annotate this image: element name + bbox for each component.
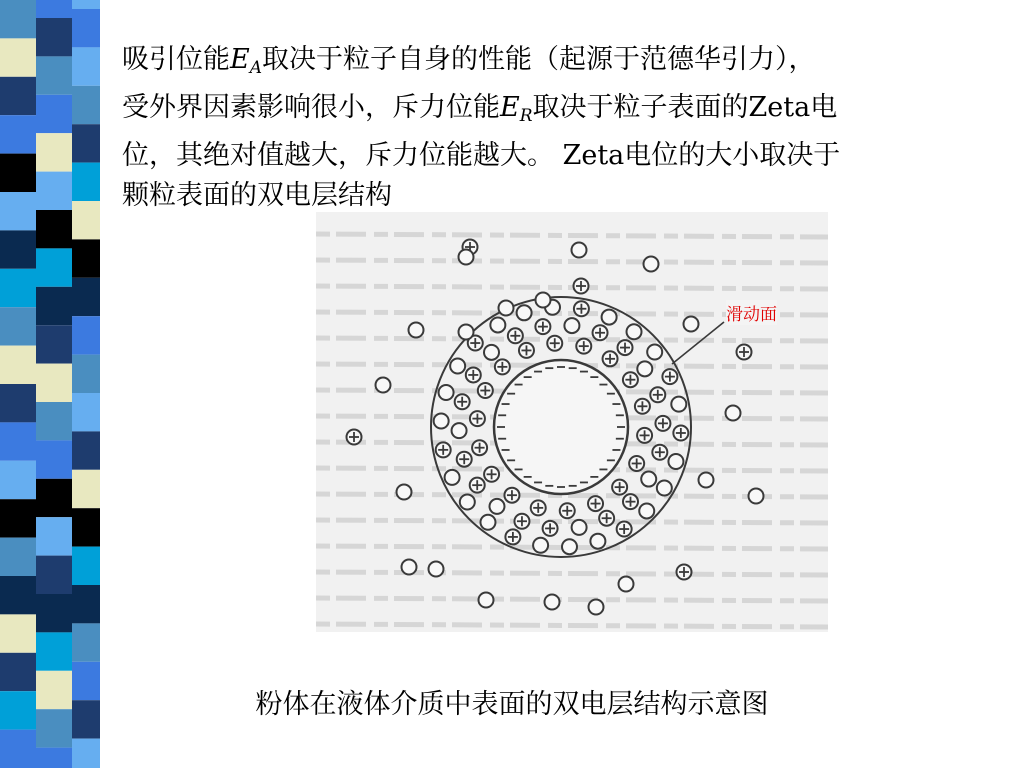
- counter-ion-plus: [635, 399, 650, 414]
- ion-circle: [726, 406, 741, 421]
- sidebar-stripe: [36, 632, 72, 670]
- ion-circle: [572, 520, 587, 535]
- ion-circle: [489, 499, 504, 514]
- sidebar-stripe: [0, 77, 36, 115]
- counter-ion-plus: [662, 369, 677, 384]
- sidebar-stripe: [0, 192, 36, 230]
- counter-ion-plus: [560, 503, 575, 518]
- ion-circle: [684, 317, 699, 332]
- counter-ion-plus: [535, 319, 550, 334]
- ion-circle: [657, 481, 672, 496]
- sidebar-stripe: [72, 0, 100, 9]
- ion-circle: [533, 538, 548, 553]
- ion-circle: [434, 414, 449, 429]
- sidebar-stripe: [0, 307, 36, 345]
- sidebar-stripe: [72, 278, 100, 316]
- sidebar-stripe: [36, 248, 72, 286]
- counter-ion-plus: [484, 467, 499, 482]
- counter-ion-plus: [455, 394, 470, 409]
- sidebar-stripe: [0, 154, 36, 192]
- ion-circle: [637, 361, 652, 376]
- counter-ion-plus: [629, 456, 644, 471]
- sidebar-stripe: [0, 461, 36, 499]
- counter-ion-plus: [673, 425, 688, 440]
- sidebar-stripe: [36, 556, 72, 594]
- sidebar-stripe: [36, 517, 72, 555]
- counter-ion-plus: [599, 511, 614, 526]
- ion-circle: [564, 318, 579, 333]
- sidebar-stripe: [36, 18, 72, 56]
- sidebar-stripe: [0, 730, 36, 768]
- counter-ion-plus: [617, 522, 632, 537]
- sidebar-stripe: [72, 585, 100, 623]
- ion-circle: [450, 358, 465, 373]
- sidebar-stripe: [36, 479, 72, 517]
- sidebar-stripe: [0, 538, 36, 576]
- sidebar-stripe: [72, 623, 100, 661]
- counter-ion-plus: [593, 325, 608, 340]
- ion-circle: [619, 577, 634, 592]
- paragraph-line-3: 位，其绝对值越大，斥力位能越大。 Zeta电位的大小取决于: [122, 140, 841, 171]
- counter-ion-plus: [514, 514, 529, 529]
- paragraph-line-1: 吸引位能$E_A$取决于粒子自身的性能（起源于范德华引力），: [122, 44, 816, 78]
- sidebar-stripe: [72, 163, 100, 201]
- counter-ion-plus: [737, 345, 752, 360]
- counter-ion-plus: [531, 500, 546, 515]
- figure-caption: 粉体在液体介质中表面的双电层结构示意图: [255, 689, 769, 720]
- sidebar-stripe: [72, 124, 100, 162]
- counter-ion-plus: [623, 372, 638, 387]
- counter-ion-plus: [495, 359, 510, 374]
- ion-circle: [376, 378, 391, 393]
- counter-ion-plus: [655, 416, 670, 431]
- counter-ion-plus: [347, 430, 362, 445]
- decorative-stripe-sidebar: [0, 0, 110, 768]
- ion-circle: [459, 250, 474, 265]
- ion-circle: [627, 324, 642, 339]
- sidebar-stripe: [0, 422, 36, 460]
- slip-plane-label: 滑动面: [726, 300, 777, 325]
- counter-ion-plus: [588, 496, 603, 511]
- counter-ion-plus: [623, 494, 638, 509]
- ion-circle: [562, 539, 577, 554]
- sidebar-stripe: [36, 287, 72, 325]
- ion-circle: [589, 600, 604, 615]
- sidebar-stripe: [0, 576, 36, 614]
- counter-ion-plus: [603, 351, 618, 366]
- sidebar-stripe: [36, 402, 72, 440]
- sidebar-stripe: [36, 748, 72, 768]
- sidebar-stripe: [0, 0, 36, 38]
- ion-circle: [397, 485, 412, 500]
- ion-circle: [517, 305, 532, 320]
- sidebar-stripe: [36, 0, 72, 18]
- ion-circle: [460, 494, 475, 509]
- counter-ion-plus: [547, 336, 562, 351]
- sidebar-stripe: [36, 210, 72, 248]
- sidebar-stripe: [72, 316, 100, 354]
- counter-ion-plus: [470, 478, 485, 493]
- sidebar-stripe: [36, 325, 72, 363]
- sidebar-stripe: [72, 393, 100, 431]
- sidebar-stripe: [72, 201, 100, 239]
- sidebar-stripe: [0, 269, 36, 307]
- counter-ion-plus: [472, 440, 487, 455]
- sidebar-stripe: [36, 56, 72, 94]
- sidebar-stripe: [72, 508, 100, 546]
- ion-circle: [409, 323, 424, 338]
- ion-circle: [644, 257, 659, 272]
- sidebar-stripe: [0, 346, 36, 384]
- sidebar-stripe: [72, 86, 100, 124]
- double-layer-diagram: [316, 212, 828, 632]
- ion-circle: [671, 397, 686, 412]
- counter-ion-plus: [543, 521, 558, 536]
- counter-ion-plus: [618, 340, 633, 355]
- ion-circle: [590, 534, 605, 549]
- counter-ion-plus: [478, 383, 493, 398]
- ion-circle: [668, 454, 683, 469]
- ion-circle: [459, 325, 474, 340]
- counter-ion-plus: [508, 328, 523, 343]
- counter-ion-plus: [519, 343, 534, 358]
- sidebar-stripe: [72, 47, 100, 85]
- sidebar-stripe: [72, 355, 100, 393]
- sidebar-stripe: [72, 9, 100, 47]
- sidebar-stripe: [72, 470, 100, 508]
- ion-circle: [480, 515, 495, 530]
- sidebar-stripe: [36, 133, 72, 171]
- ion-circle: [699, 473, 714, 488]
- ion-circle: [536, 293, 551, 308]
- er-symbol: $E_R$: [500, 92, 533, 126]
- counter-ion-plus: [612, 480, 627, 495]
- counter-ion-plus: [457, 452, 472, 467]
- sidebar-stripe: [36, 440, 72, 478]
- main-paragraph: [122, 40, 1012, 216]
- ion-circle: [545, 595, 560, 610]
- counter-ion-plus: [677, 565, 692, 580]
- ion-circle: [749, 489, 764, 504]
- counter-ion-plus: [652, 445, 667, 460]
- sidebar-stripe: [36, 172, 72, 210]
- counter-ion-plus: [504, 488, 519, 503]
- counter-ion-plus: [637, 428, 652, 443]
- ion-circle: [429, 562, 444, 577]
- counter-ion-plus: [574, 279, 589, 294]
- sidebar-stripe: [72, 547, 100, 585]
- sidebar-stripe: [0, 115, 36, 153]
- ion-circle: [479, 593, 494, 608]
- sidebar-stripe: [72, 739, 100, 768]
- counter-ion-plus: [466, 367, 481, 382]
- ea-symbol: $E_A$: [230, 44, 262, 78]
- counter-ion-plus: [650, 387, 665, 402]
- ion-circle: [602, 310, 617, 325]
- double-layer-svg: [316, 212, 828, 632]
- ion-circle: [572, 243, 587, 258]
- counter-ion-plus: [436, 442, 451, 457]
- sidebar-stripe: [36, 95, 72, 133]
- sidebar-stripe: [72, 431, 100, 469]
- sidebar-stripe: [0, 499, 36, 537]
- ion-circle: [402, 560, 417, 575]
- ion-circle: [490, 317, 505, 332]
- ion-circle: [647, 345, 662, 360]
- sidebar-stripe: [0, 614, 36, 652]
- ion-circle: [445, 470, 460, 485]
- ion-circle: [641, 472, 656, 487]
- counter-ion-plus: [574, 301, 589, 316]
- sidebar-stripe: [36, 364, 72, 402]
- paragraph-line-4: 颗粒表面的双电层结构: [122, 180, 392, 211]
- ion-circle: [439, 385, 454, 400]
- particle-core: [494, 360, 628, 494]
- ion-circle: [484, 345, 499, 360]
- counter-ion-plus: [576, 339, 591, 354]
- sidebar-stripe: [0, 230, 36, 268]
- ion-circle: [452, 423, 467, 438]
- sidebar-stripe: [0, 384, 36, 422]
- counter-ion-plus: [470, 411, 485, 426]
- sidebar-stripe: [72, 239, 100, 277]
- sidebar-stripe: [36, 594, 72, 632]
- ion-circle: [499, 301, 514, 316]
- paragraph-line-2: 受外界因素影响很小，斥力位能$E_R$取决于粒子表面的Zeta电: [122, 92, 838, 126]
- ion-circle: [639, 503, 654, 518]
- counter-ion-plus: [505, 529, 520, 544]
- sidebar-stripe: [0, 38, 36, 76]
